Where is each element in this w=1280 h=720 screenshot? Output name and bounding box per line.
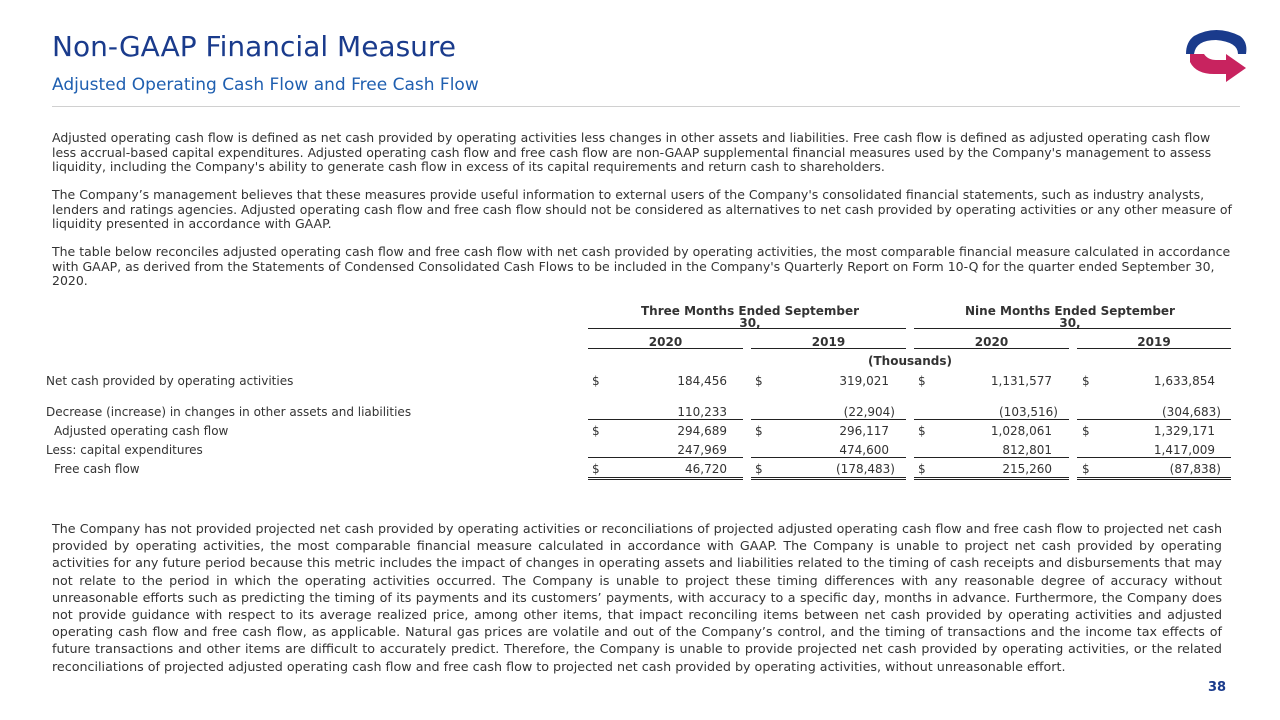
cell-free-cash-q2019: (178,483): [836, 462, 895, 476]
dollar-sign: $: [755, 462, 763, 476]
total-double-underline: [1077, 477, 1231, 480]
row-label-capex: Less: capital expenditures: [46, 443, 203, 457]
cell-capex-n2019: 1,417,009: [1153, 443, 1215, 457]
cell-changes-n2020: (103,516): [999, 405, 1058, 419]
dollar-sign: $: [1082, 462, 1090, 476]
dollar-sign: $: [918, 374, 926, 388]
year-underline-3: [914, 348, 1069, 349]
cell-capex-n2020: 812,801: [1002, 443, 1052, 457]
cell-capex-q2020: 247,969: [677, 443, 727, 457]
management-paragraph: The Company’s management believes that these measures provide useful information to external users of the Company's consolidated financial statements, such as industry analysts, lenders and ratings agencies. Adjusted operating cash flow and free cash flow should not be considered as alternatives to net cash provided by operating activities or any other measure of liquidity presented in accordance with GAAP.: [52, 187, 1232, 231]
row-underline: [1077, 419, 1231, 420]
cell-adjusted-n2019: 1,329,171: [1153, 424, 1215, 438]
row-underline: [1077, 457, 1231, 458]
cell-changes-q2020: 110,233: [677, 405, 727, 419]
dollar-sign: $: [755, 374, 763, 388]
definition-paragraph: Adjusted operating cash flow is defined as net cash provided by operating activities less changes in other assets and liabilities. Free cash flow is defined as adjusted operating cash flow less accrual-based capital expenditures. Adjusted operating cash flow and free cash flow are non-GAAP supplemental financial measures used by the Company's management to assess liquidity, including the Company's ability to generate cash flow in excess of its capital requirements and return cash to shareholders.: [52, 130, 1212, 174]
cell-free-cash-q2020: 46,720: [685, 462, 727, 476]
dollar-sign: $: [755, 424, 763, 438]
total-double-underline: [751, 477, 906, 480]
nine-months-underline: [914, 328, 1231, 329]
cell-capex-q2019: 474,600: [839, 443, 889, 457]
units-label: (Thousands): [868, 354, 952, 368]
projection-disclaimer-paragraph: The Company has not provided projected net cash provided by operating activities or reconciliations of projected adjusted operating cash flow and free cash flow to projected net cash provided by operating activities, the most comparable financial measure calculated in accordance with GAAP. The Company is unable to project net cash provided by operating activities for any future period because this metric includes the impact of changes in operating assets and liabilities related to the timing of cash receipts and disbursements that may not relate to the period in which the operating activities occurred. The Company is unable to project these timing differences with any reasonable degree of accuracy without unreasonable efforts such as predicting the timing of its payments and its customers’ payments, with accuracy to a specific day, months in advance. Furthermore, the Company does not provide guidance with respect to its average realized price, among other items, that impact reconciling items between net cash provided by operating activities and adjusted operating cash flow and free cash flow, as applicable. Natural gas prices are volatile and out of the Company’s control, and the timing of transactions and the income tax effects of future transactions and other items are difficult to accurately predict. Therefore, the Company is unable to provide projected net cash provided by operating activities, or the related reconciliations of projected adjusted operating cash flow and free cash flow to projected net cash provided by operating activities, without unreasonable effort.: [52, 521, 1222, 674]
cell-changes-q2019: (22,904): [843, 405, 895, 419]
reconciliation-paragraph: The table below reconciles adjusted operating cash flow and free cash flow with net cash provided by operating activities, the most comparable financial measure calculated in accordance with GAAP, as derived from the Statements of Condensed Consolidated Cash Flows to be included in the Company's Quarterly Report on Form 10-Q for the quarter ended September 30, 2020.: [52, 244, 1231, 288]
page-title: Non-GAAP Financial Measure: [52, 30, 457, 63]
cell-changes-n2019: (304,683): [1162, 405, 1221, 419]
year-underline-2: [751, 348, 906, 349]
row-underline: [751, 457, 906, 458]
row-underline: [588, 457, 743, 458]
year-underline-4: [1077, 348, 1231, 349]
three-months-underline: [588, 328, 906, 329]
year-header-4: 2019: [1137, 335, 1171, 349]
dollar-sign: $: [592, 462, 600, 476]
row-label-changes: Decrease (increase) in changes in other assets and liabilities: [46, 405, 412, 419]
total-double-underline: [588, 477, 743, 480]
cell-adjusted-n2020: 1,028,061: [990, 424, 1052, 438]
cell-adjusted-q2020: 294,689: [677, 424, 727, 438]
dollar-sign: $: [918, 424, 926, 438]
row-underline: [588, 419, 743, 420]
cell-free-cash-n2020: 215,260: [1002, 462, 1052, 476]
dollar-sign: $: [1082, 374, 1090, 388]
cell-net-cash-q2019: 319,021: [839, 374, 889, 388]
row-label-adjusted: Adjusted operating cash flow: [54, 424, 229, 438]
cell-free-cash-n2019: (87,838): [1169, 462, 1221, 476]
dollar-sign: $: [918, 462, 926, 476]
page-number: 38: [1208, 680, 1227, 695]
dollar-sign: $: [592, 374, 600, 388]
cell-net-cash-n2019: 1,633,854: [1153, 374, 1215, 388]
cell-net-cash-q2020: 184,456: [677, 374, 727, 388]
row-underline: [914, 419, 1069, 420]
page-subtitle: Adjusted Operating Cash Flow and Free Cash Flow: [52, 75, 479, 95]
row-label-net-cash: Net cash provided by operating activities: [46, 374, 294, 388]
row-underline: [751, 419, 906, 420]
year-header-3: 2020: [974, 335, 1009, 349]
header-divider: [52, 106, 1240, 107]
nine-months-header: Nine Months Ended September 30,: [965, 304, 1175, 330]
total-double-underline: [914, 477, 1069, 480]
year-header-1: 2020: [648, 335, 683, 349]
cell-adjusted-q2019: 296,117: [839, 424, 889, 438]
dollar-sign: $: [592, 424, 600, 438]
year-underline-1: [588, 348, 743, 349]
row-label-free-cash: Free cash flow: [54, 462, 140, 476]
company-logo: [1180, 28, 1252, 88]
cell-net-cash-n2020: 1,131,577: [990, 374, 1052, 388]
dollar-sign: $: [1082, 424, 1090, 438]
row-underline: [914, 457, 1069, 458]
year-header-2: 2019: [811, 335, 846, 349]
three-months-header: Three Months Ended September 30,: [640, 304, 860, 330]
